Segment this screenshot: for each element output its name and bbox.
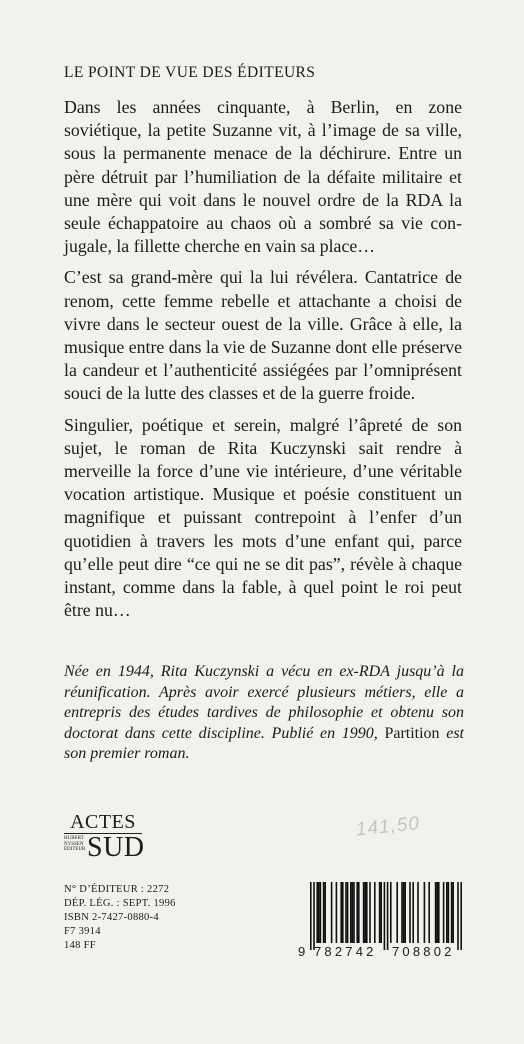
barcode-bar <box>364 882 366 943</box>
barcode-bar <box>436 882 438 943</box>
catalog-code: F7 3914 <box>64 926 101 937</box>
barcode-bar <box>387 882 389 950</box>
barcode-bar <box>457 882 459 950</box>
barcode-bar <box>404 882 406 943</box>
price: 148 FF <box>64 940 96 951</box>
logo-small-line: ÉDITEUR <box>64 847 86 852</box>
barcode-bar <box>451 882 453 943</box>
barcode-bar <box>412 882 414 943</box>
barcode-bar <box>323 882 325 943</box>
author-bio-ending: est son premier roman. <box>64 724 464 763</box>
logo-small-line: HUBERT <box>64 836 84 841</box>
barcode-digits-left: 782742 <box>314 944 377 959</box>
barcode-bar <box>320 882 322 943</box>
barcode <box>296 880 474 960</box>
author-bio-text: Née en 1944, Rita Kuczynski a vécu en ex-RDA jusqu’à la réunification. Après avoir exercé plusieurs métiers, elle a entrepris des études tardives de philosophie et obtenu son doctorat dans cette discipline. Publié en 1990, <box>64 663 464 742</box>
barcode-bar <box>340 882 342 943</box>
logo-small-line: NYSSEN <box>64 841 84 847</box>
synopsis-paragraph-3: Singulier, poétique et serein, malgré l’âpreté de son sujet, le roman de Rita Kuczynski sait rendre à merveille la force d’une vie intérieure, d’une véritable vocation artistique. Musique et poésie constituent un magnifique et puissant contrepoint à l’enfer d’un quotidien à travers les mots d’une enfant qui, parce qu’elle peut dire “ce qui ne se dit pas”, révèle à chaque instant, comme dans la fable, à quel point le roi peut être nu… <box>64 414 462 621</box>
barcode-bar <box>428 882 430 943</box>
logo-actes-text: ACTES <box>70 811 136 833</box>
barcode-bar <box>401 882 403 943</box>
barcode-bar <box>324 882 326 943</box>
barcode-digits-right: 708802 <box>392 944 455 959</box>
barcode-bar <box>347 882 349 943</box>
barcode-bar <box>379 882 381 943</box>
barcode-bar <box>353 882 355 943</box>
barcode-bar <box>460 882 462 950</box>
barcode-bar <box>369 882 371 943</box>
barcode-bar <box>390 882 392 943</box>
barcode-bar <box>384 882 386 950</box>
barcode-bar <box>448 882 450 943</box>
barcode-bar <box>417 882 419 943</box>
synopsis-paragraph-1: Dans les années cinquante, à Berlin, en zone soviétique, la petite Suzanne vit, à l’image de sa ville, sous la permanente menace de la déchirure. Entre un père détruit par l’humiliation de la défaite militaire et une mère qui voit dans le nouvel ordre de la RDA la seule échappatoire au chaos où a sombré sa vie conjugale, la fillette cherche en vain sa place… <box>64 97 462 257</box>
isbn: ISBN 2-7427-0880-4 <box>64 912 159 923</box>
barcode-bar <box>446 882 448 943</box>
barcode-bar <box>331 882 333 943</box>
author-bio <box>64 662 464 765</box>
barcode-bar <box>310 882 312 950</box>
barcode-bar <box>374 882 376 943</box>
synopsis-paragraph-2: C’est sa grand-mère qui la lui révélera. Cantatrice de renom, cette femme rebelle et attachante a choisi de vivre dans le secteur ouest de la ville. Grâce à elle, la musique entre dans la vie de Suzanne dont elle préserve la candeur et l’authenticité assiégées par l’omniprésent souci de la lutte des classes et de la guerre froide. <box>64 267 462 404</box>
barcode-bar <box>358 882 360 943</box>
barcode-bar <box>313 882 315 950</box>
barcode-bar <box>352 882 354 943</box>
editor-number: N° D’ÉDITEUR : 2272 <box>64 884 170 895</box>
publisher-logo <box>62 811 144 865</box>
barcode-bar <box>336 882 338 943</box>
legal-deposit: DÉP. LÉG. : SEPT. 1996 <box>64 898 176 909</box>
synopsis <box>64 96 462 630</box>
barcode-bar <box>345 882 347 943</box>
barcode-bar <box>435 882 437 943</box>
logo-sud-text: SUD <box>87 832 145 863</box>
barcode-bar <box>452 882 454 943</box>
price-sticker: 141,50 <box>354 813 421 841</box>
barcode-bar <box>396 882 398 943</box>
section-heading: LE POINT DE VUE DES ÉDITEURS <box>64 64 316 81</box>
barcode-bar <box>443 882 445 943</box>
barcode-bar <box>424 882 426 943</box>
barcode-bar <box>342 882 344 943</box>
barcode-bar <box>318 882 320 943</box>
barcode-bar <box>366 882 368 943</box>
logo-publisher-names <box>64 836 86 853</box>
barcode-digit-lead: 9 <box>298 944 306 959</box>
barcode-bar <box>380 882 382 943</box>
barcode-bar <box>409 882 411 943</box>
barcode-bar <box>438 882 440 943</box>
barcode-bar <box>363 882 365 943</box>
edition-info <box>64 883 176 953</box>
barcode-bar <box>350 882 352 943</box>
barcode-bar <box>316 882 318 943</box>
barcode-bar <box>356 882 358 943</box>
barcode-bars <box>310 882 462 950</box>
book-title: Partition <box>384 724 440 742</box>
barcode-bar <box>403 882 405 943</box>
